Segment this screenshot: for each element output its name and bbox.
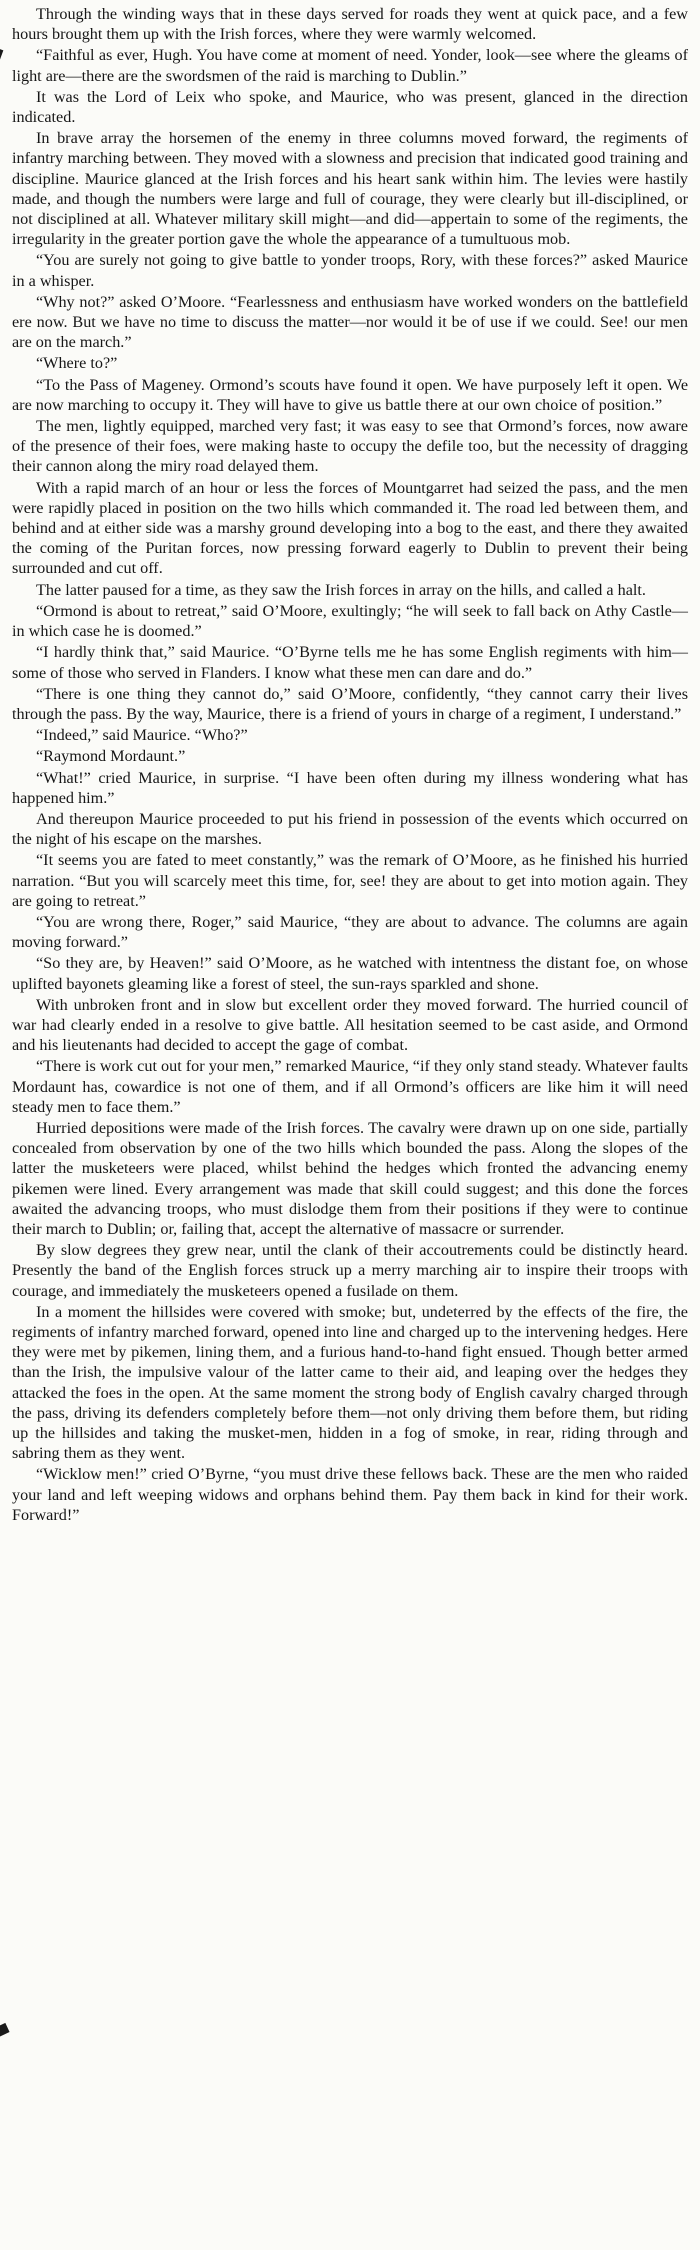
article-paragraph: Hurried depositions were made of the Irish forces. The cavalry were drawn up on one side, partially concealed from observation by one of the two hills which bounded the pass. Along the slopes of the latter the musketeers were placed, whilst behind the hedges which fronted the advancing enemy pikemen were lined. Every arrangement was made that skill could suggest; and this done the forces awaited the advancing troops, who must dislodge them from their positions if they were to continue their march to Dublin; or, failing that, accept the alternative of massacre or surrender. <box>12 1118 688 1238</box>
article-paragraph: “Ormond is about to retreat,” said O’Moore, exultingly; “he will seek to fall back on Athy Castle—in which case he is doomed.” <box>12 601 688 641</box>
article-paragraph: “To the Pass of Mageney. Ormond’s scouts have found it open. We have purposely left it open. We are now marching to occupy it. They will have to give us battle there at our own choice of position.” <box>12 375 688 414</box>
article-paragraph: “Indeed,” said Maurice. “Who?” <box>36 726 248 745</box>
article-paragraph: With unbroken front and in slow but excellent order they moved forward. The hurried council of war had clearly ended in a resolve to give battle. All hesitation seemed to be cast aside, and Ormond and his lieutenants had decided to accept the gage of combat. <box>12 995 688 1055</box>
article-paragraph: In a moment the hillsides were covered with smoke; but, undeterred by the effects of the fire, the regiments of infantry marched forward, opened into line and charged up to the intervening hedges. Here they were met by pikemen, lining them, and a furious hand-to-hand fight ensued. Though better armed than the Irish, the impulsive valour of the latter came to their aid, and leaping over the hedges they attacked the foes in the open. At the same moment the strong body of English cavalry charged through the pass, driving its defenders completely before them—not only driving them before them, but riding up the hillsides and taking the musket-men, hidden in a fog of smoke, in rear, riding through and sabring them as they went. <box>12 1302 688 1463</box>
article-paragraph: In brave array the horsemen of the enemy in three columns moved forward, the regiments of infantry marching between. They moved with a slowness and precision that indicated good training and discipline. Maurice glanced at the Irish forces and his heart sank within him. The levies were hastily made, and though the numbers were large and full of courage, they were clearly but ill-disciplined, or not disciplined at all. Whatever military skill might—and did—appertain to some of the regiments, the irregularity in the greater portion gave the whole the appearance of a tumultuous mob. <box>12 129 688 249</box>
article-paragraph: “There is work cut out for your men,” remarked Maurice, “if they only stand steady. Whatever faults Mordaunt has, cowardice is not one of them, and if all Ormond’s officers are like him it will need steady men to face them.” <box>12 1057 688 1116</box>
article-paragraph: “Raymond Mordaunt.” <box>36 747 186 766</box>
article-paragraph: “There is one thing they cannot do,” said O’Moore, confidently, “they cannot carry their lives through the pass. By the way, Maurice, there is a friend of yours in charge of a regiment, I understand.” <box>12 684 688 723</box>
article-paragraph: “Wicklow men!” cried O’Byrne, “you must drive these fellows back. These are the men who raided your land and left weeping widows and orphans behind them. Pay them back in kind for their work. Forward!” <box>12 1465 688 1524</box>
article-paragraph: It was the Lord of Leix who spoke, and Maurice, who was present, glanced in the direction indicated. <box>12 87 688 127</box>
article-paragraph: “Where to?” <box>36 354 118 373</box>
article-paragraph: “You are wrong there, Roger,” said Maurice, “they are about to advance. The columns are again moving forward.” <box>12 912 688 952</box>
article-paragraph: “You are surely not going to give battle to yonder troops, Rory, with these forces?” asked Maurice in a whisper. <box>12 251 688 290</box>
article-paragraph: “It seems you are fated to meet constantly,” was the remark of O’Moore, as he finished his hurried narration. “But you will scarcely meet this time, for, see! they are about to get into motion again. They are going to retreat.” <box>12 851 688 910</box>
article-paragraph: Through the winding ways that in these days served for roads they went at quick pace, and a few hours brought them up with the Irish forces, where they were warmly welcomed. <box>12 5 688 44</box>
ink-blot-mark <box>0 2023 10 2037</box>
article-paragraph: The men, lightly equipped, marched very fast; it was easy to see that Ormond’s forces, now aware of the presence of their foes, were making haste to occupy the defile too, but the necessity of dragging their cannon along the miry road delayed them. <box>12 417 688 476</box>
article-paragraph: “Faithful as ever, Hugh. You have come at moment of need. Yonder, look—see where the gleams of light are—there are the swordsmen of the raid is marching to Dublin.” <box>12 46 688 85</box>
article-paragraph: By slow degrees they grew near, until the clank of their accoutrements could be distinctly heard. Presently the band of the English forces struck up a merry marching air to inspire their troops with courage, and immediately the musketeers opened a fusilade on them. <box>12 1241 688 1300</box>
article-paragraph: “I hardly think that,” said Maurice. “O’Byrne tells me he has some English regiments with him—some of those who served in Flanders. I know what these men can dare and do.” <box>12 643 688 682</box>
article-paragraph: “What!” cried Maurice, in surprise. “I have been often during my illness wondering what has happened him.” <box>12 768 688 807</box>
article-column <box>12 4 688 1526</box>
article-paragraph: And thereupon Maurice proceeded to put his friend in possession of the events which occurred on the night of his escape on the marshes. <box>12 809 688 849</box>
article-paragraph: With a rapid march of an hour or less the forces of Mountgarret had seized the pass, and the men were rapidly placed in position on the two hills which commanded it. The road led between them, and behind and at either side was a marshy ground developing into a bog to the east, and there they awaited the coming of the Puritan forces, now pressing forward eagerly to Dublin to prevent their being surrounded and cut off. <box>12 478 688 578</box>
ink-blot-mark <box>0 46 3 60</box>
article-paragraph: The latter paused for a time, as they saw the Irish forces in array on the hills, and called a halt. <box>36 580 646 599</box>
article-paragraph: “So they are, by Heaven!” said O’Moore, as he watched with intentness the distant foe, on whose uplifted bayonets gleaming like a forest of steel, the sun-rays sparkled and shone. <box>12 954 688 993</box>
article-paragraph: “Why not?” asked O’Moore. “Fearlessness and enthusiasm have worked wonders on the battlefield ere now. But we have no time to discuss the matter—nor would it be of use if we could. See! our men are on the march.” <box>12 292 688 352</box>
